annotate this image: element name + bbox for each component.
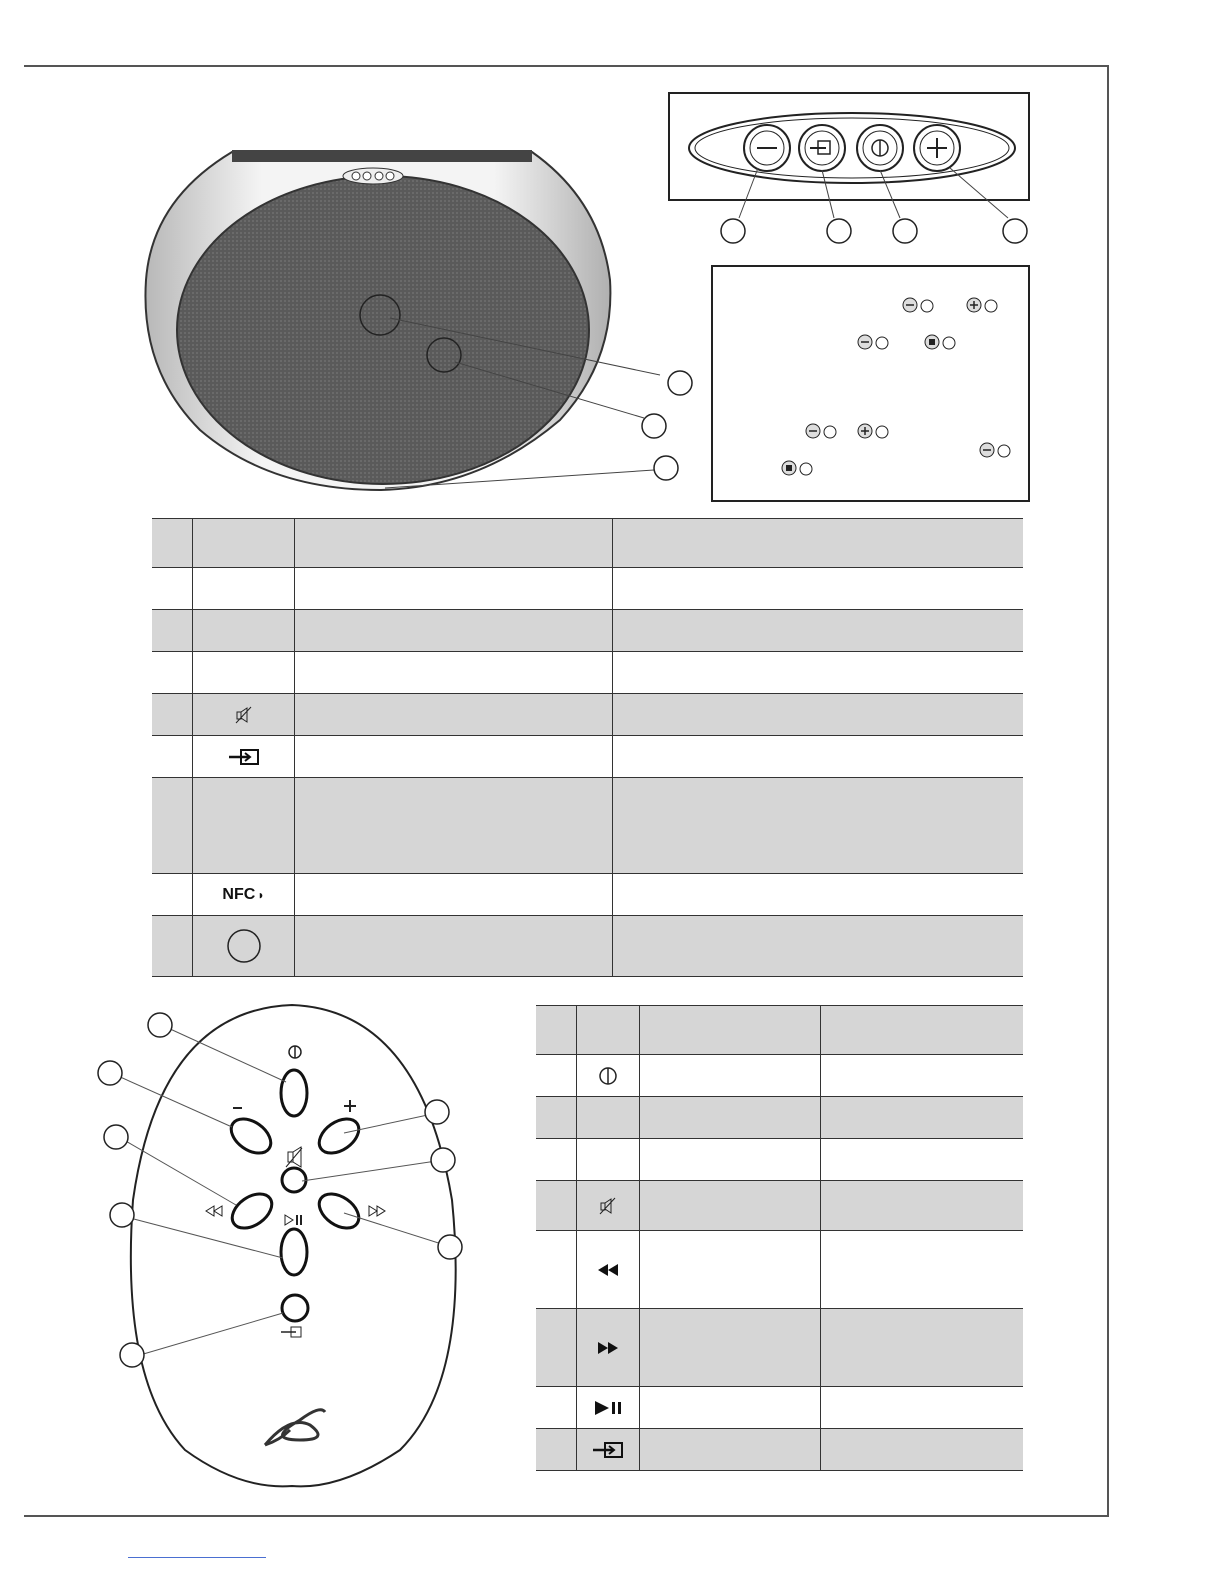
callout-circle xyxy=(642,414,666,438)
remote-controls-table xyxy=(536,1005,1023,1471)
input-icon xyxy=(799,125,845,171)
power-icon xyxy=(857,125,903,171)
table-row xyxy=(536,1181,1023,1231)
callout-circle xyxy=(1003,219,1027,243)
minus-icon xyxy=(858,335,872,349)
remote-mute-button xyxy=(282,1168,306,1192)
table-row xyxy=(536,1429,1023,1471)
remote-power-button xyxy=(281,1070,307,1116)
minus-icon xyxy=(744,125,790,171)
table-row xyxy=(536,1055,1023,1097)
table-header-row xyxy=(152,519,1023,568)
speaker-illustration xyxy=(145,150,692,490)
callout-circle xyxy=(98,1061,122,1085)
table-row xyxy=(152,610,1023,652)
button-combo-box xyxy=(712,266,1029,501)
input-icon xyxy=(227,748,261,766)
table-row xyxy=(152,568,1023,610)
table-row xyxy=(152,874,1023,916)
table-row xyxy=(536,1097,1023,1139)
table-row xyxy=(536,1231,1023,1309)
table-row xyxy=(152,778,1023,874)
input-icon xyxy=(925,335,939,349)
top-panel-closeup xyxy=(669,93,1029,243)
play-pause-icon xyxy=(593,1400,623,1416)
callout-circle xyxy=(893,219,917,243)
fast-forward-icon xyxy=(596,1341,620,1355)
table-row xyxy=(536,1139,1023,1181)
callout-circle xyxy=(104,1125,128,1149)
minus-icon xyxy=(806,424,820,438)
nfc-icon-text: NFC xyxy=(222,885,256,903)
table-row xyxy=(152,652,1023,694)
callout-circle xyxy=(721,219,745,243)
remote-input-button xyxy=(282,1295,308,1321)
table-row xyxy=(152,736,1023,778)
callout-circle xyxy=(668,371,692,395)
callout-circle xyxy=(120,1343,144,1367)
table-row xyxy=(536,1309,1023,1387)
speaker-top-panel xyxy=(343,168,403,184)
callout-circle xyxy=(148,1013,172,1037)
circle-icon xyxy=(226,928,262,964)
table-row xyxy=(152,694,1023,736)
remote-play-pause-button xyxy=(281,1229,307,1275)
power-icon xyxy=(598,1066,618,1086)
remote-illustration xyxy=(98,1005,462,1486)
rewind-icon xyxy=(596,1263,620,1277)
table-row xyxy=(152,916,1023,977)
mute-icon xyxy=(598,1196,618,1216)
minus-icon xyxy=(980,443,994,457)
plus-icon xyxy=(914,125,960,171)
input-icon xyxy=(782,461,796,475)
plus-icon xyxy=(858,424,872,438)
callout-circle xyxy=(654,456,678,480)
speaker-controls-table xyxy=(152,518,1023,977)
table-header-row xyxy=(536,1006,1023,1055)
mute-icon xyxy=(234,705,254,725)
callout-circle xyxy=(431,1148,455,1172)
callout-circle xyxy=(110,1203,134,1227)
plus-icon xyxy=(967,298,981,312)
nfc-icon: NFC ◗ xyxy=(222,885,265,903)
minus-icon xyxy=(903,298,917,312)
callout-circle xyxy=(438,1235,462,1259)
callout-circle xyxy=(827,219,851,243)
input-icon xyxy=(591,1441,625,1459)
table-row xyxy=(536,1387,1023,1429)
callout-circle xyxy=(425,1100,449,1124)
